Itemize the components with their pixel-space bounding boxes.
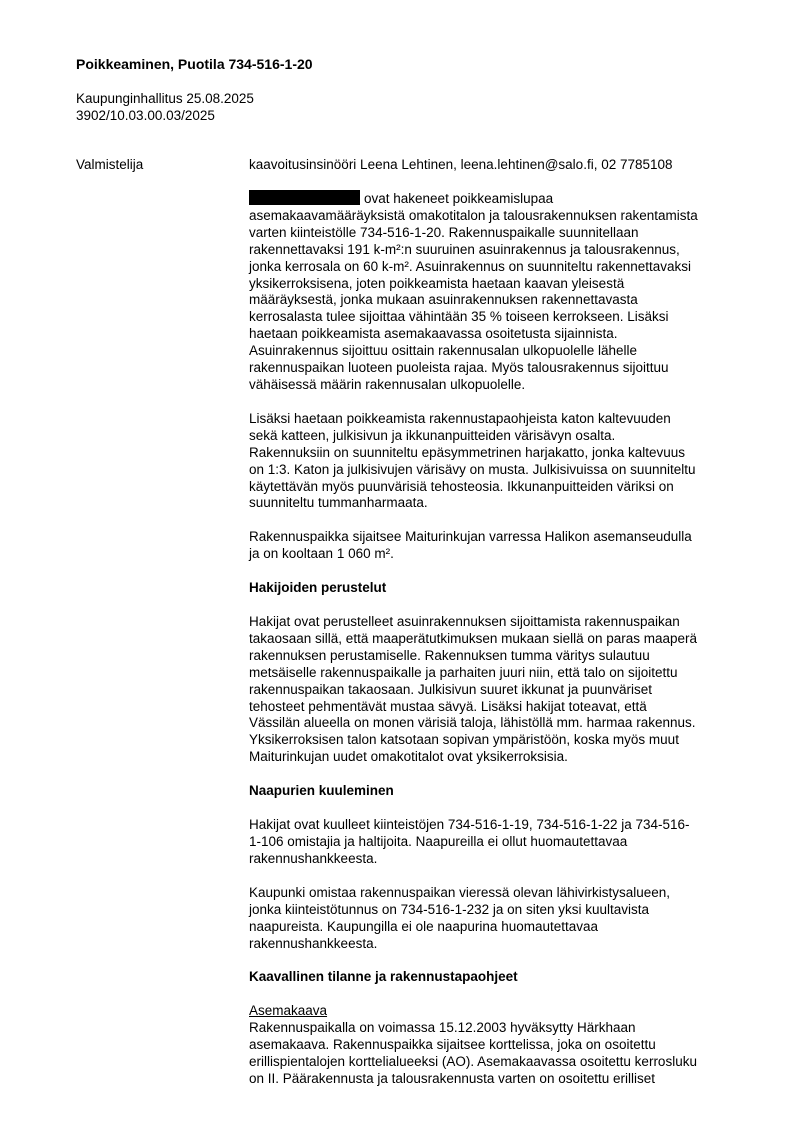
line: Rakennuspaikalla on voimassa 15.12.2003 hyväksytty Härkhaan <box>249 1020 636 1036</box>
line: 1-106 omistajia ja haltijoita. Naapureilla ei ollut huomautettavaa <box>249 834 628 849</box>
line: kerrosalasta tulee sijoittaa vähintään 35 % toiseen kerrokseen. Lisäksi <box>249 309 669 325</box>
preparer-label: Valmistelija <box>76 157 144 172</box>
paragraph-city-neighbour <box>249 885 749 953</box>
line: metsäiselle rakennuspaikalle ja parhaiten juuri niin, että talo on sijoitettu <box>249 664 678 680</box>
line: asemakaavamääräyksistä omakotitalon ja talousrakennuksen rakentamista <box>249 207 698 223</box>
line: Rakennuksiin on suunniteltu epäsymmetrinen harjakatto, jonka kaltevuus <box>249 444 686 460</box>
line: tehosteet pehmentävät mustaa sävyä. Lisäksi hakijat toteavat, että <box>249 698 647 714</box>
paragraph-detailed-plan <box>249 1020 749 1088</box>
heading-neighbour-hearing: Naapurien kuuleminen <box>249 783 394 799</box>
document-body <box>249 190 749 1088</box>
line: jonka kiinteistötunnus on 734-516-1-232 ja on siten yksi kuultavista <box>249 901 649 917</box>
line: jonka kerrosala on 60 k-m². Asuinrakennus on suunniteltu rakennettavaksi <box>249 258 691 274</box>
line: Lisäksi haetaan poikkeamista rakennustapaohjeista katon kaltevuuden <box>249 410 671 426</box>
line: rakennushankkeesta. <box>249 850 378 866</box>
line: käytettävän myös puunvärisiä tehosteosia. Ikkunanpuitteiden väriksi on <box>249 478 674 494</box>
line: rakennuksen perustamiselle. Rakennuksen tumma väritys sulautuu <box>249 647 650 663</box>
paragraph-reasons <box>249 614 749 766</box>
line: asemakaava. Rakennuspaikka sijaitsee korttelissa, joka on osoitettu <box>249 1037 656 1053</box>
redacted-applicant-names <box>249 190 360 205</box>
line: Asuinrakennus sijoittuu osittain rakennusalan ulkopuolelle lähelle <box>249 343 637 359</box>
paragraph-location <box>249 529 749 563</box>
line: sekä katteen, julkisivun ja ikkunanpuitteiden värisävyn osalta. <box>249 427 616 443</box>
line: ovat hakeneet poikkeamislupaa <box>364 191 554 206</box>
line: erillispientalojen korttelialueeksi (AO). Asemakaavassa osoitettu kerrosluku <box>249 1054 697 1070</box>
record-id: 3902/10.03.00.03/2025 <box>76 108 215 123</box>
line: rakennettavaksi 191 k-m²:n suuruinen asuinrakennus ja talousrakennus, <box>249 241 680 257</box>
line: Hakijat ovat perustelleet asuinrakennuksen sijoittamista rakennuspaikan <box>249 614 680 630</box>
paragraph-neighbours <box>249 817 749 868</box>
line: määräyksestä, jonka mukaan asuinrakennuksen rakennettavasta <box>249 292 638 308</box>
line: haetaan poikkeamista asemakaavassa osoitetusta sijainnista. <box>249 326 618 342</box>
line: Yksikerroksisen talon katsotaan sopivan ympäristöön, koska myös muut <box>249 732 679 748</box>
line: Rakennuspaikka sijaitsee Maiturinkujan varressa Halikon asemanseudulla <box>249 529 692 545</box>
line: rakennuspaikan luoteen puoleista rajaa. Myös talousrakennus sijoittuu <box>249 360 669 376</box>
line: Vässilän alueella on monen värisiä taloja, lähistöllä mm. harmaa rakennus. <box>249 715 696 731</box>
line: on II. Päärakennusta ja talousrakennusta varten on osoitettu erilliset <box>249 1070 655 1086</box>
line: suunniteltu tummanharmaata. <box>249 495 428 511</box>
line: varten kiinteistölle 734-516-1-20. Rakennuspaikalle suunnitellaan <box>249 224 639 240</box>
heading-applicant-reasons: Hakijoiden perustelut <box>249 580 387 596</box>
line: Maiturinkujan uudet omakotitalot ovat yksikerroksisia. <box>249 749 568 765</box>
paragraph-application <box>249 190 749 394</box>
line: takaosaan sillä, että maaperätutkimuksen mukaan siellä on paras maaperä <box>249 630 697 646</box>
line: Kaupunki omistaa rakennuspaikan vieressä olevan lähivirkistysalueen, <box>249 884 670 900</box>
line: vähäisessä määrin rakennusalan ulkopuolelle. <box>249 376 526 392</box>
line: rakennuspaikan takaosaan. Julkisivun suuret ikkunat ja puunväriset <box>249 681 652 697</box>
line: Hakijat ovat kuulleet kiinteistöjen 734-516-1-19, 734-516-1-22 ja 734-516- <box>249 817 690 833</box>
line: naapureista. Kaupungilla ei ole naapurina huomautettavaa <box>249 918 599 934</box>
line: on 1:3. Katon ja julkisivujen värisävy on musta. Julkisivuissa on suunniteltu <box>249 461 696 477</box>
heading-zoning-situation: Kaavallinen tilanne ja rakennustapaohjeet <box>249 969 518 985</box>
meeting-info: Kaupunginhallitus 25.08.2025 <box>76 91 254 106</box>
document-title: Poikkeaminen, Puotila 734-516-1-20 <box>76 56 313 72</box>
subheading-detailed-plan: Asemakaava <box>249 1003 328 1019</box>
paragraph-building-guidelines <box>249 411 749 512</box>
line: rakennushankkeesta. <box>249 935 378 951</box>
preparer-value: kaavoitusinsinööri Leena Lehtinen, leena.lehtinen@salo.fi, 02 7785108 <box>249 157 673 172</box>
line: yksikerroksisena, joten poikkeamista haetaan kaavan yleisestä <box>249 275 625 291</box>
line: ja on kooltaan 1 060 m². <box>249 546 394 562</box>
